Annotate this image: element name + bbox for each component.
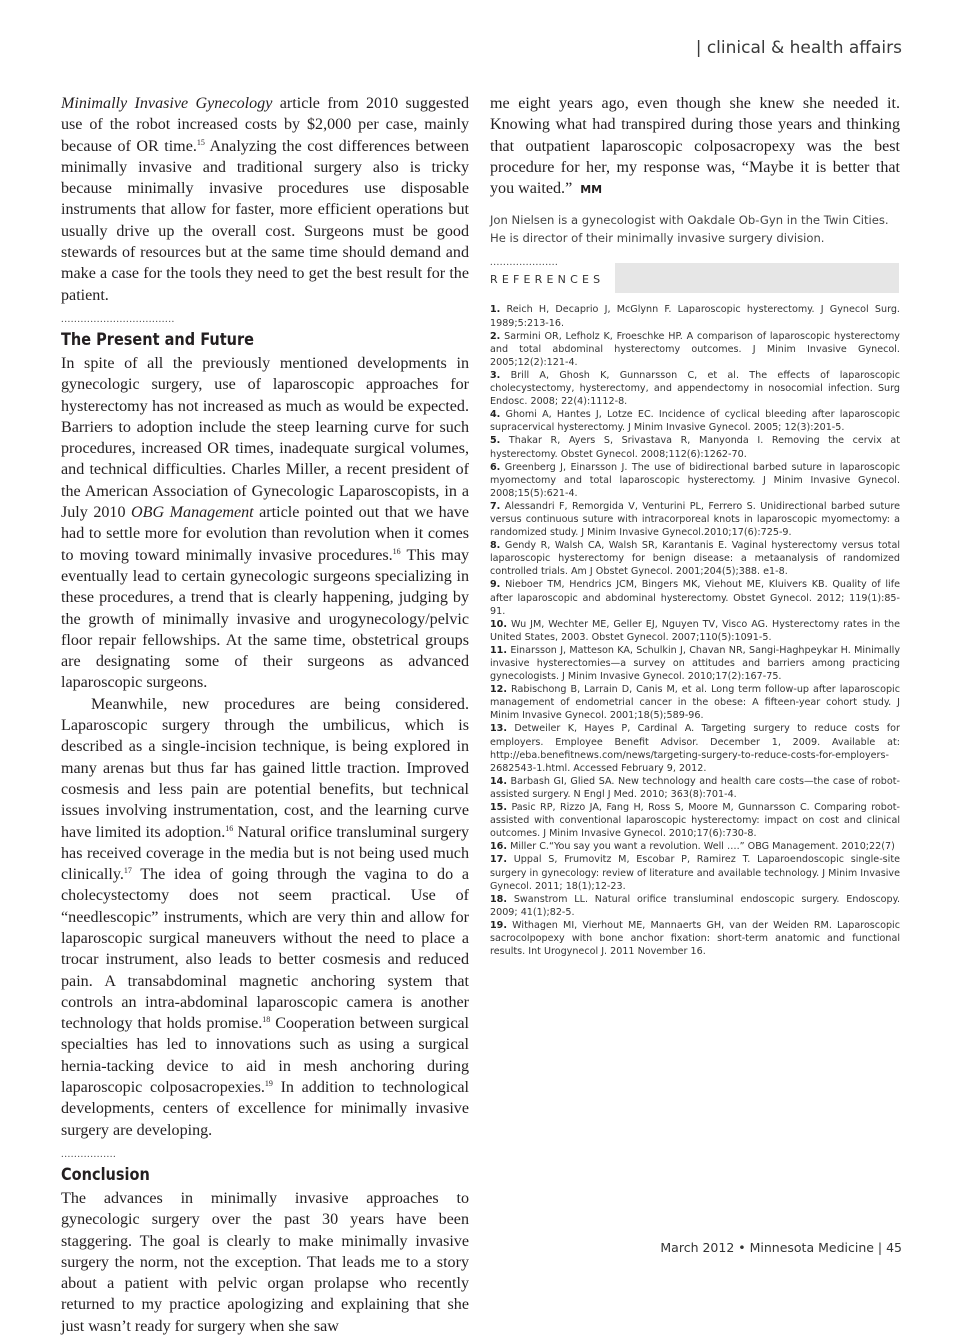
references-label: REFERENCES <box>490 273 605 287</box>
page-footer: March 2012 • Minnesota Medicine | 45 <box>660 1240 902 1255</box>
paragraph-conclusion-continued <box>490 93 900 200</box>
reference-number: 1. <box>490 304 501 316</box>
journal-title-italic: Minimally Invasive Gynecology <box>61 95 273 112</box>
citation-sup: 15 <box>196 137 205 147</box>
reference-item <box>490 434 900 460</box>
right-column <box>490 93 900 958</box>
reference-text: Ghomi A, Hantes J, Lotze EC. Incidence of cyclical bleeding after laparoscopic supracervical hysterectomy. J Minim Invasive Gynecol. 2005; 12(3):201-5. <box>490 409 900 434</box>
text-span: The idea of going through the vagina to do a cholecystectomy does not seem practical. Use of “needlescopic” instruments, which are very thin and allow for laparoscopic surgical maneuvers without the need to place a trocar instrument, also leads to better cosmesis and reduced pain. A transabdominal magnetic anchoring system that controls an intra-abdominal laparoscopic camera is another technology that holds promise. <box>61 866 469 1033</box>
section-divider-dots: ................. <box>61 1148 117 1160</box>
reference-item <box>490 408 900 434</box>
reference-text: Sarmini OR, Lefholz K, Froeschke HP. A comparison of laparoscopic hysterectomy and total abdominal hysterectomy outcomes. J Minim Invasive Gynecol. 2005;12(2):121-4. <box>490 330 900 368</box>
reference-item <box>490 578 900 617</box>
reference-item <box>490 840 900 853</box>
reference-text: Thakar R, Ayers S, Srivastava R, Manyonda I. Removing the cervix at hysterectomy. Obstet Gynecol. 2008;112(6):1262-70. <box>490 435 900 460</box>
text-span: This may eventually lead to certain gynecologic surgeons specializing in these procedures, a trend that is clearly happening, judging by the growth of minimally invasive and urogynecology/pelvic floor repair fellowships. At the same time, obstetrical groups are designating some of their surgeons as advanced laparoscopic surgeons. <box>61 546 470 692</box>
reference-text: Swanstrom LL. Natural orifice transluminal endoscopic surgery. Endoscopy. 2009; 41(1);82-5. <box>490 893 900 918</box>
text-span: Cooperation between surgical specialties has led to innovations such as using a surgical hernia-tacking device to aid in mesh anchoring during laparoscopic colposacropexies. <box>61 1015 469 1097</box>
author-bio-line: Jon Nielsen is a gynecologist with Oakdale Ob-Gyn in the Twin Cities. <box>490 213 889 228</box>
reference-item <box>490 539 900 578</box>
references-list <box>490 303 900 958</box>
reference-number: 12. <box>490 684 507 696</box>
text-span: In addition to technological developments, centers of excellence for minimally invasive surgery are developing. <box>61 1079 469 1139</box>
reference-number: 17. <box>490 854 507 866</box>
reference-text: Einarsson J, Matteson KA, Schulkin J, Chavan NR, Sangi-Haghpeykar H. Minimally invasive hysterectomies—a survey on attitudes and barriers among practicing gynecologists. J Minim Invasive Gynecol. 2010;17(2):167-75. <box>490 644 901 683</box>
paragraph-robot-costs <box>61 93 469 306</box>
reference-text: Pasic RP, Rizzo JA, Fang H, Ross S, Moore M, Gunnarsson C. Comparing robot-assisted with conventional laparoscopic hysterectomy: impact on cost and clinical outcomes. J Minim Invasive Gynecol. 2010;17(6):730-8. <box>490 802 900 840</box>
reference-text: Gendy R, Walsh CA, Walsh SR, Karantanis E. Vaginal hysterectomy versus total laparoscopic hysterectomy for benign disease: a metaanalysis of randomized controlled trials. Am J Obstet Gynecol. 2001;204(5);388. e1-8. <box>490 540 900 578</box>
references-header-bar <box>615 263 899 293</box>
reference-text: Greenberg J, Einarsson J. The use of bidirectional barbed suture in laparoscopic myomectomy and total laparoscopic hysterectomy. J Minim Invasive Gynecol. 2008;15(5):621-4. <box>490 461 900 499</box>
reference-number: 2. <box>490 330 501 342</box>
paragraph-conclusion: The advances in minimally invasive approaches to gynecologic surgery over the past 30 years have been staggering. The goal is clearly to make minimally invasive surgery the norm, not the exception. That leads me to a story about a patient with pelvic organ prolapse who recently returned to my practice apologizing and explaining that she just wasn’t ready for surgery when she saw <box>61 1189 469 1335</box>
reference-number: 19. <box>490 919 507 931</box>
reference-item <box>490 618 900 644</box>
section-header: | clinical & health affairs <box>695 38 902 58</box>
reference-text: Nieboer TM, Hendrics JCM, Bingers MK, Viehout ME, Kluivers KB. Quality of life after laparoscopic and abdominal hysterectomy. Obstet Gynecol. 2012; 119(1):85-91. <box>490 579 900 617</box>
reference-number: 8. <box>490 540 501 552</box>
reference-item <box>490 303 900 329</box>
reference-item <box>490 853 900 892</box>
reference-number: 14. <box>490 775 507 787</box>
reference-number: 15. <box>490 802 507 814</box>
reference-number: 11. <box>490 644 507 656</box>
citation-sup: 19 <box>264 1079 273 1089</box>
section-divider-dots: ................................... <box>61 313 175 325</box>
paragraph-present-future <box>61 353 469 694</box>
reference-item <box>490 644 900 683</box>
section-divider-dots: ..................... <box>490 257 559 269</box>
text-span: In spite of all the previously mentioned developments in gynecologic surgery, use of laparoscopic approaches for hysterectomy has not increased as much as would be expected. Barriers to adoption include the steep learning curve for such procedures, increased OR times, inadequate surgical volumes, and technical difficulties. Charles Miller, a recent president of the American Association of Gynecologic Laparoscopists, in a July 2010 <box>61 354 469 522</box>
reference-number: 9. <box>490 579 501 591</box>
citation-sup: 16 <box>225 823 234 833</box>
text-span: article pointed out that we have had to settle more for evolution than revolution when it comes to moving toward minimally invasive procedures. <box>61 504 469 564</box>
reference-item <box>490 330 900 369</box>
reference-text: Rabischong B, Larrain D, Canis M, et al. Long term follow-up after laparoscopic management of endometrial cancer in the obese: A fifteen-year cohort study. J Minim Invasive Gynecol. 2001;18(5);589-96. <box>490 684 900 722</box>
text-span: Natural orifice transluminal surgery has received coverage in the media but is not being used much clinically. <box>61 823 469 884</box>
reference-item <box>490 369 900 408</box>
reference-item <box>490 722 900 774</box>
reference-text: Wu JM, Wechter ME, Geller EJ, Nguyen TV, Visco AG. Hysterectomy rates in the United States, 2003. Obstet Gynecol. 2007;110(5):1091-5. <box>490 618 900 643</box>
reference-number: 16. <box>490 841 507 853</box>
reference-number: 5. <box>490 435 501 447</box>
mm-end-mark: MM <box>580 183 603 197</box>
reference-text: Reich H, Decaprio J, McGlynn F. Laparoscopic hysterectomy. J Gynecol Surg. 1989;5:213-16. <box>490 304 900 329</box>
author-bio <box>490 211 900 247</box>
reference-item <box>490 919 900 958</box>
reference-text: Barbash GI, Glied SA. New technology and health care costs—the case of robot-assisted surgery. N Engl J Med. 2010; 363(8):701-4. <box>490 775 900 800</box>
heading-present-future: The Present and Future <box>61 329 255 349</box>
paragraph-new-procedures <box>61 694 469 1141</box>
text-span: Meanwhile, new procedures are being considered. Laparoscopic surgery through the umbilicus, which is described as a single-incision technique, is being explored in many arenas but thus far has gained little traction. Improved cosmesis and less pain are potential benefits, but technical issues involving instrumentation, cost, and the learning curve have limited its adoption. <box>61 695 469 841</box>
reference-item <box>490 461 900 500</box>
left-column <box>61 93 469 1337</box>
reference-text: Brill A, Ghosh K, Gunnarsson C, et al. The effects of laparoscopic cholecystectomy, hysterectomy, and appendectomy in nosocomial infection. Surg Endosc. 2008; 22(4):1112-8. <box>490 369 900 408</box>
citation-sup: 17 <box>123 866 132 876</box>
author-bio-line: He is director of their minimally invasive surgery division. <box>490 231 825 246</box>
reference-number: 4. <box>490 409 501 421</box>
text-span: Analyzing the cost differences between minimally invasive and traditional surgery also is tricky because minimally invasive procedures use disposable instruments that allow for faster, more efficient operations but usually drive up the overall cost. Surgeons must be good stewards of resources but at the same time should demand and make a case for the tools they need to get the best result for the patient. <box>61 137 469 304</box>
reference-text: Miller C.“You say you want a revolution. Well ….” OBG Management. 2010;22(7) <box>510 841 895 853</box>
citation-sup: 18 <box>262 1015 271 1025</box>
reference-text: Detweiler K, Hayes P, Cardinal A. Targeting surgery to reduce costs for employers. Employee Benefit Advisor. December 1, 2009. Available at: http://eba.benefitnews.com/news/targeting-surgery-to-reduce-costs-for-employers-2682543-1.html. Accessed February 9, 2012. <box>490 723 900 774</box>
reference-number: 6. <box>490 461 501 473</box>
reference-text: Withagen MI, Vierhout ME, Mannaerts GH, van der Weiden RM. Laparoscopic sacrocolpopexy with bone anchor fixation: short-term anatomic and functional results. Int Urogynecol J. 2011 November 16. <box>490 919 900 958</box>
text-span: article from 2010 suggested use of the robot increased costs by $2,000 per case, mainly because of OR time. <box>61 95 469 155</box>
journal-title-italic: OBG Management <box>131 504 254 522</box>
references-header <box>490 257 900 287</box>
reference-number: 18. <box>490 893 507 905</box>
reference-number: 3. <box>490 369 501 381</box>
reference-number: 13. <box>490 723 507 735</box>
reference-text: Uppal S, Frumovitz M, Escobar P, Ramirez T. Laparoendoscopic single-site surgery in gynecology: review of literature and available technology. J Minim Invasive Gynecol. 2011; 18(1);12-23. <box>490 854 900 892</box>
text-span: me eight years ago, even though she knew she needed it. Knowing what had transpired during those years and thinking that outpatient laparoscopic colposacropexy was the best procedure for her, my response was, “Maybe it is better that you waited.” <box>490 95 900 198</box>
reference-item <box>490 500 900 539</box>
reference-item <box>490 801 900 840</box>
citation-sup: 16 <box>392 546 401 556</box>
reference-item <box>490 683 900 722</box>
reference-number: 7. <box>490 500 501 512</box>
reference-text: Alessandri F, Remorgida V, Venturini PL, Ferrero S. Unidirectional barbed suture versus continuous suture with intracorporeal knots in laparoscopic myomectomy: a randomized study. J Minim Invasive Gynecol.2010;17(6):725-9. <box>490 500 900 539</box>
reference-item <box>490 775 900 801</box>
reference-number: 10. <box>490 618 507 630</box>
heading-conclusion: Conclusion <box>61 1164 150 1184</box>
reference-item <box>490 893 900 919</box>
